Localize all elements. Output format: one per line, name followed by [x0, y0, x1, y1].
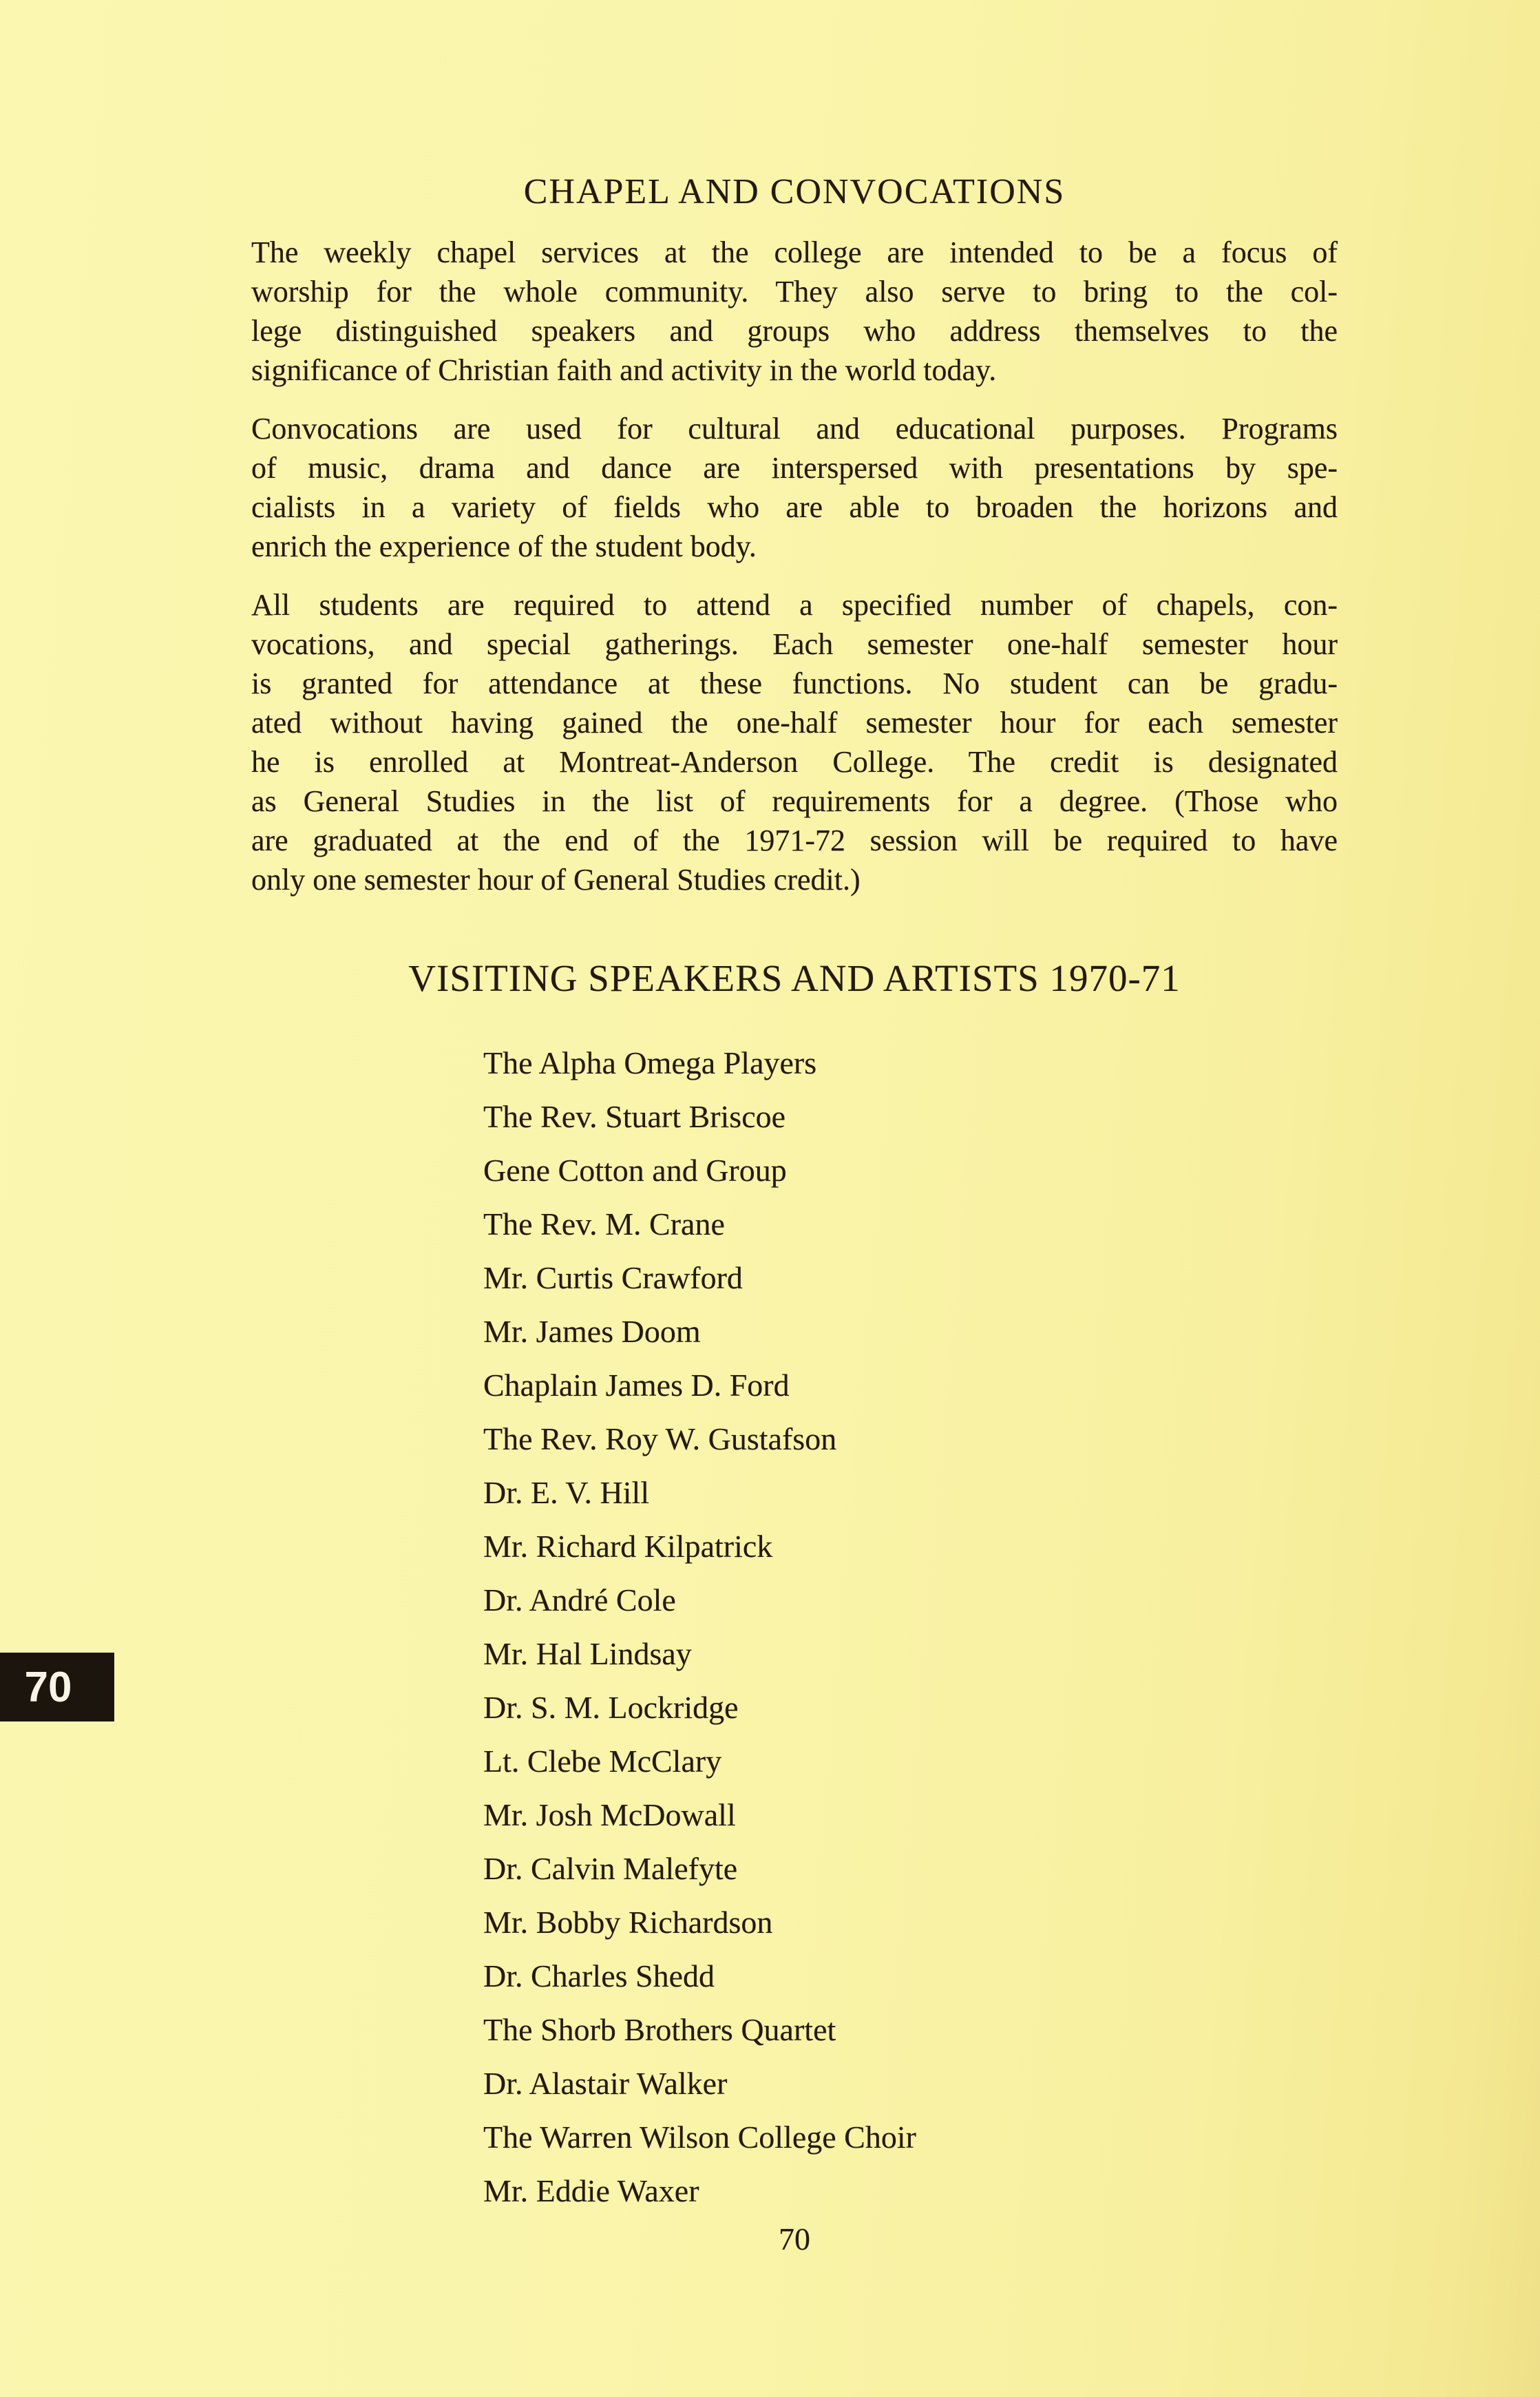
paragraph-line: he is enrolled at Montreat-Anderson College. The credit is designated [251, 745, 1338, 779]
speaker-item: Dr. Charles Shedd [483, 1958, 715, 1993]
tab-page-number: 70 [24, 1663, 72, 1711]
paragraph-attendance-requirement [251, 585, 1338, 899]
speakers-heading: VISITING SPEAKERS AND ARTISTS 1970-71 [408, 957, 1181, 999]
speaker-item: The Alpha Omega Players [483, 1045, 817, 1080]
speaker-item: Mr. Curtis Crawford [483, 1260, 743, 1295]
paragraph-chapel-intro [251, 233, 1338, 390]
speaker-item: Dr. André Cole [483, 1582, 676, 1618]
speakers-list [483, 1036, 1378, 2218]
paragraph-line: is granted for attendance at these functions. No student can be gradu- [251, 667, 1338, 700]
speaker-item: The Shorb Brothers Quartet [483, 2012, 836, 2047]
paragraph-line: The weekly chapel services at the college are intended to be a focus of [251, 235, 1338, 269]
speaker-item: Mr. Hal Lindsay [483, 1636, 692, 1671]
paragraph-line: are graduated at the end of the 1971-72 session will be required to have [251, 824, 1338, 857]
page-number-tab [0, 1653, 114, 1721]
speaker-item: Dr. Alastair Walker [483, 2066, 728, 2101]
page-title: CHAPEL AND CONVOCATIONS [523, 172, 1066, 211]
paragraph-line: as General Studies in the list of requirements for a degree. (Those who [251, 784, 1338, 818]
speaker-item: Dr. E. V. Hill [483, 1475, 650, 1510]
paragraph-convocations [251, 409, 1338, 566]
speaker-item: Mr. Josh McDowall [483, 1797, 736, 1832]
speaker-item: Lt. Clebe McClary [483, 1744, 722, 1779]
paragraph-line: of music, drama and dance are interspersed with presentations by spe- [251, 451, 1338, 485]
speaker-item: Mr. Eddie Waxer [483, 2173, 699, 2208]
paragraph-line: cialists in a variety of fields who are able to broaden the horizons and [251, 490, 1338, 524]
paragraph-line: significance of Christian faith and activity in the world today. [251, 353, 997, 387]
speaker-item: The Rev. Roy W. Gustafson [483, 1421, 837, 1456]
speaker-item: The Rev. Stuart Briscoe [483, 1099, 786, 1134]
speaker-item: Dr. Calvin Malefyte [483, 1851, 738, 1886]
speaker-item: Mr. Richard Kilpatrick [483, 1529, 773, 1564]
paragraph-line: ated without having gained the one-half semester hour for each semester [251, 706, 1338, 740]
speaker-item: Mr. Bobby Richardson [483, 1905, 773, 1940]
paragraph-line: enrich the experience of the student body. [251, 530, 757, 563]
paragraph-line: All students are required to attend a specified number of chapels, con- [251, 588, 1338, 622]
footer-page-number: 70 [779, 2221, 810, 2257]
speaker-item: Chaplain James D. Ford [483, 1368, 790, 1403]
paragraph-line: only one semester hour of General Studies credit.) [251, 863, 861, 897]
speaker-item: Gene Cotton and Group [483, 1153, 787, 1188]
paragraph-line: lege distinguished speakers and groups who address themselves to the [251, 314, 1338, 348]
paragraph-line: vocations, and special gatherings. Each semester one-half semester hour [251, 627, 1338, 661]
paragraph-line: worship for the whole community. They also serve to bring to the col- [251, 275, 1338, 308]
paragraph-line: Convocations are used for cultural and educational purposes. Programs [251, 412, 1338, 446]
speaker-item: The Rev. M. Crane [483, 1206, 725, 1242]
speaker-item: The Warren Wilson College Choir [483, 2119, 916, 2155]
speaker-item: Mr. James Doom [483, 1314, 701, 1349]
speaker-item: Dr. S. M. Lockridge [483, 1690, 739, 1725]
